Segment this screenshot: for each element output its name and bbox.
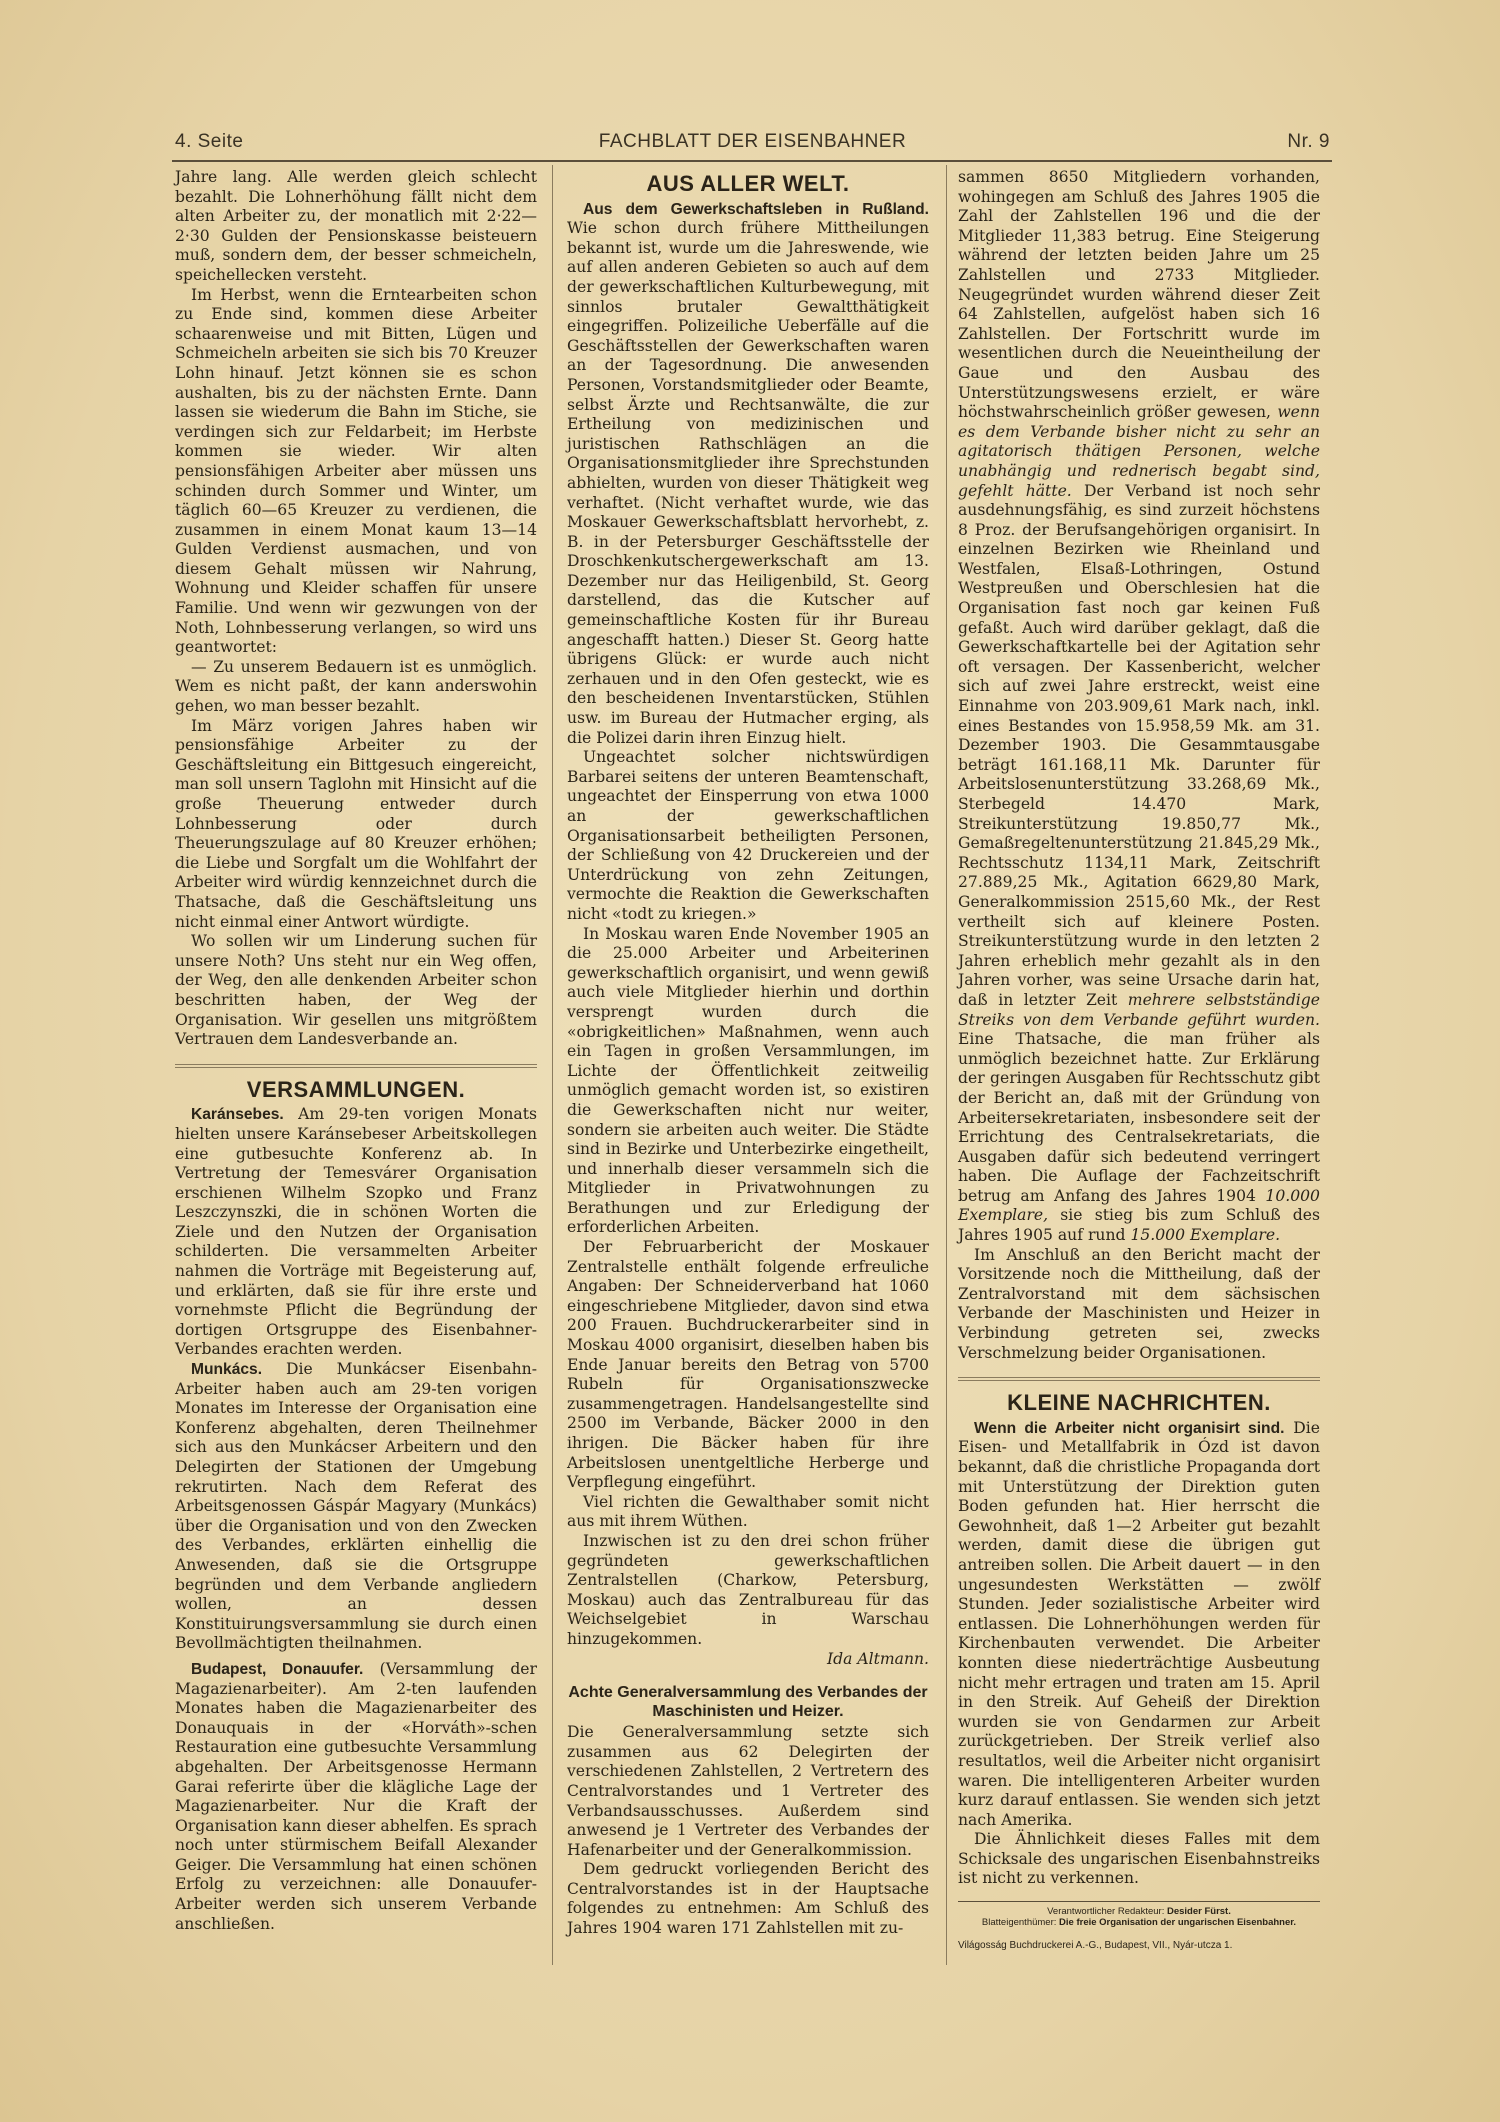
paragraph: Im März vorigen Jahres haben wir pensionsfähige Arbeiter zu der Geschäftsleitung ein Bittgesuch eingereicht, man soll unsern Taglohn mit Hinsicht auf die große Theuerung entweder durch Lohnbesserung oder durch Theuerungszulage auf 80 Kreuzer erhöhen; die Liebe und Sorgfalt um die Wohlfahrt der Arbeiter wird würdig kennzeichnet durch die Thatsache, daß die Geschäftsleitung uns nicht einmal einer Antwort würdigte. [175,716,537,931]
editor-line [958,1906,1320,1917]
editor-name: Desider Fürst. [1166,1906,1231,1918]
paragraph: Der Februarbericht der Moskauer Zentralstelle enthält folgende erfreuliche Angaben: Der Schneiderverband hat 1060 eingeschriebene Mitglieder, davon sind etwa 200 Frauen. Buchdruckerarbeiter sind in Moskau 4000 organisirt, dieselben haben bis Ende Januar bereits den Betrag von 5700 Rubeln für Organisationszwecke zusammengetragen. Handelsangestellte sind 2500 im Verbande, Bäcker 2000 in den ihrigen. Die Bäcker haben für ihre Arbeitslosen unentgeltliche Herberge und Verpflegung eingeführt. [567,1238,929,1492]
column-2 [567,168,929,1939]
section-separator [175,1064,537,1068]
text-run: sie stieg bis zum Schluß des Jahres 1905 auf rund [958,1206,1320,1245]
paragraph: Jahre lang. Alle werden gleich schlecht bezahlt. Die Lohnerhöhung fällt nicht dem alten Arbeiter zu, der monatlich mit 2·22—2·30 Gulden der Pensionskasse beisteuern muß, sondern dem, der besser schmeicheln, speichellecken versteht. [175,168,537,284]
paragraph [958,168,1320,1246]
section-heading: VERSAMMLUNGEN. [246,1076,466,1102]
news-item [958,1419,1320,1830]
issue-number: Nr. 9 [1287,131,1330,152]
news-item [175,1360,537,1654]
text-run: Der Verband ist noch sehr ausdehnungsfähig, es sind zurzeit höchstens 8 Proz. der Berufsangehörigen organisirt. In einzelnen Bezirken wie Rheinland und Westfalen, Elsaß-Lothringen, Ostund Westpreußen und Oberschlesien hat die Organisation fast noch gar keinen Fuß gefaßt. Auch wird darüber geklagt, daß die Gewerkschaftkartelle bei der Agitation sehr oft versagen. Der Kassenbericht, welcher sich auf zwei Jahre erstreckt, weist eine Einnahme von 203.909,61 Mark nach, inkl. eines Bestandes von 15.958,59 Mk. am 31. Dezember 1903. Die Gesammtausgabe beträgt 161.168,11 Mk. Darunter für Arbeitslosenunterstützung 33.268,69 Mk., Sterbegeld 14.470 Mark, Streikunterstützung 19.850,77 Mk., Gemaßregeltenunterstützung 21.845,29 Mk., Rechtsschutz 1134,11 Mark, Zeitschrift 27.889,25 Mk., Agitation 6629,80 Mark, Generalkommission 2515,60 Mk., der Rest vertheilt sich auf kleinere Posten. Streikunterstützung wurde in den letzten 2 Jahren erheblich mehr gezahlt als in den Jahren vorher, was seine Ursache darin hat, daß in letzter Zeit [958,481,1320,1009]
news-text: Am 29-ten vorigen Monats hielten unsere Karánsebeser Arbeitskollegen eine gutbesuchte Konferenz ab. In Vertretung der Temesvárer Organisation erschienen Wilhelm Szopko und Franz Leszczynszki, die in schönen Worten die Ziele und den Nutzen der Organisation schilderten. Die versammelten Arbeiter nahmen die Vorträge mit Begeisterung auf, und erklärten, daß sie für ihre erste und vornehmste Pflicht die Begründung der dortigen Ortsgruppe des Eisenbahner-Verbandes erachten werden. [175,1105,537,1359]
newspaper-title: FACHBLATT DER EISENBAHNER [598,131,907,152]
article-subheading: Achte Generalversammlung des Verbandes der Maschinisten und Heizer. [568,1684,928,1721]
paragraph: Inzwischen ist zu den drei schon früher gegründeten gewerkschaftlichen Zentralstellen (Charkow, Petersburg, Moskau) auch das Zentralbureau für das Weichselgebiet in Warschau hinzugekommen. [567,1531,929,1648]
paragraph: Die Ähnlichkeit dieses Falles mit dem Schicksale des ungarischen Eisenbahnstreiks ist nicht zu verkennen. [958,1830,1320,1888]
italic-text: 10.000 Exemplare, [958,1186,1320,1225]
paragraph: Ungeachtet solcher nichtswürdigen Barbarei seitens der unteren Beamtenschaft, ungeachtet der Einsperrung von etwa 1000 an der gewerkschaftlichen Organisationsarbeit betheiligten Personen, der Schließung von 42 Druckereien und der Unterdrückung von zehn Zeitungen, vermochte die Reaktion die Gewerkschaften nicht «todt zu kriegen.» [567,748,929,923]
news-item [567,200,929,749]
column-1 [175,168,537,1934]
news-lead: Aus dem Gewerkschaftsleben in Rußland. [583,200,929,218]
text-run: sammen 8650 Mitgliedern vorhanden, wohingegen am Schluß des Jahres 1905 die Zahl der Zahlstellen 196 und die der Mitglieder 11,383 betrug. Eine Steigerung während der letzten beiden Jahre um 25 Zahlstellen und 2733 Mitglieder. Neugegründet wurden während dieser Zeit 64 Zahlstellen, aufgelöst haben sich 16 Zahlstellen. Der Fortschritt wurde im wesentlichen durch die Neueintheilung der Gaue und den Ausbau des Unterstützungswesens erzielt, er wäre höchstwahrscheinlich größer gewesen, [958,168,1320,422]
news-text: (Versammlung der Magazienarbeiter). Am 2-ten laufenden Monates haben die Magazienarbeiter des Donauquais in der «Horváth»-schen Restauration eine gutbesuchte Versammlung abgehalten. Der Arbeitsgenosse Hermann Garai referirte über die klägliche Lage der Magazienarbeiter. Nur die Kraft der Organisation kann dieser abhelfen. Es sprach noch unter stürmischem Beifall Alexander Geiger. Die Versammlung hat einen schönen Erfolg zu verzeichnen: alle Donauufer-Arbeiter werden sich unserem Verbande anschließen. [175,1659,537,1933]
publisher-line [958,1917,1320,1928]
news-text: Die Munkácser Eisenbahn-Arbeiter haben auch am 29-ten vorigen Monates im Interesse der Organisation eine Konferenz abgehalten, deren Theilnehmer sich aus den Munkácser Arbeitern und den Delegirten der Stationen der Umgebung rekrutirten. Nach dem Referat des Arbeitsgenossen Gáspár Magyary (Munkács) über die Organisation und von den Zwecken des Verbandes, erklärten einhellig die Anwesenden, daß sie die Ortsgruppe begründen und dem Verbande angliedern wollen, an dessen Konstituirungsversammlung sie durch einen Bevollmächtigten theilnahmen. [175,1360,537,1653]
italic-text: 15.000 Exemplare. [1130,1226,1281,1245]
column-divider [552,165,553,1965]
news-item [175,1105,537,1360]
page-number: 4. Seite [175,131,244,152]
column-3 [958,168,1320,1956]
printer-line: Világosság Buchdruckerei A.-G., Budapest, VII., Nyár-utcza 1. [958,1940,1233,1952]
imprint-label: Verantwortlicher Redakteur: [1047,1906,1165,1918]
paragraph: — Zu unserem Bedauern ist es unmöglich. Wem es nicht paßt, der kann anderswohin gehen, wo man besser bezahlt. [175,657,537,716]
section-separator [958,1377,1320,1381]
paragraph: Wo sollen wir um Linderung suchen für unsere Noth? Uns steht nur ein Weg offen, der Weg, den alle denkenden Arbeiter schon beschritten haben, der Weg der Organisation. Wir gesellen uns mitgrößtem Vertrauen dem Landesverbande an. [175,932,537,1049]
imprint [958,1901,1320,1928]
italic-text: mehrere selbstständige Streiks von dem Verbande geführt wurden. [958,990,1321,1029]
page-header [175,131,1330,161]
news-text: Wie schon durch frühere Mittheilungen bekannt ist, wurde um die Jahreswende, wie auf allen anderen Gebieten so auch auf dem der gewerkschaftlichen Kulturbewegung, mit sinnlos brutaler Gewaltthätigkeit eingegriffen. Polizeiliche Ueberfälle auf die Geschäftsstellen der Gewerkschaften waren an der Tagesordnung. Die anwesenden Personen, Vorstandsmitglieder oder Beamte, selbst Ärzte und Rechtsanwälte, die zur Ertheilung von medizinischen und juristischen Rathschlägen an die Organisationsmitglieder ihre Sprechstunden abhielten, wurden von dieser Thätigkeit weg verhaftet. (Nicht verhaftet wurde, wie das Moskauer Gewerkschaftsblatt hervorhebt, z. B. in der Petersburger Geschäftsstelle der Droschkenkutschergewerkschaft am 13. Dezember nur das Heiligenbild, St. Georg darstellend, das die Kutscher auf gemeinschaftliche Kosten für ihr Bureau angeschafft hatten.) Dieser St. Georg hatte übrigens Glück: er wurde auch nicht zerhauen und in den Ofen gesteckt, wie es den bescheidenen Inventarstücken, Stühlen usw. im Bureau der Hutmacher erging, als die Polizei darin ihren Einzug hielt. [567,219,929,747]
news-lead: Karánsebes. [191,1106,284,1124]
publisher-name: Die freie Organisation der ungarischen Eisenbahner. [1059,1917,1297,1929]
paragraph: Im Herbst, wenn die Erntearbeiten schon zu Ende sind, kommen diese Arbeiter schaarenweise und mit Bitten, Lügen und Schmeicheln arbeiten sie sich bis 70 Kreuzer Lohn hinauf. Jetzt können sie es schon aushalten, bis zu der nächsten Ernte. Dann lassen sie wiederum die Bahn im Stiche, sie verdingen sich zur Feldarbeit; im Herbste kommen sie wieder. Wir alten pensionsfähigen Arbeiter aber müssen uns schinden durch Sommer und Winter, um täglich 60—65 Kreuzer zu verdienen, die zusammen in einem Monat kaum 13—14 Gulden Verdienst ausmachen, und von diesem Gehalt müssen wir Nahrung, Wohnung und Kleider schaffen für unsere Familie. Und wenn wir gezwungen von der Noth, Lohnbesserung verlangen, so wird uns geantwortet: [175,285,537,657]
paragraph: Im Anschluß an den Bericht macht der Vorsitzende noch die Mittheilung, daß der Zentralvorstand mit dem sächsischen Verbande der Maschinisten und Heizer in Verbindung getreten sei, zwecks Verschmelzung beider Organisationen. [958,1245,1320,1362]
paragraph: In Moskau waren Ende November 1905 an die 25.000 Arbeiter und Arbeiterinen gewerkschaftlich organisirt, und wenn gewiß auch viele Mitglieder hierhin und dorthin versprengt wurden durch die «obrigkeitlichen» Maßnahmen, wenn auch ein Tagen in großen Versammlungen, im Lichte der Öffentlichkeit zeitweilig unmöglich gemacht worden ist, so existiren die Gewerkschaften nicht nur weiter, sondern sie arbeiten auch weiter. Die Städte sind in Bezirke und Unterbezirke eingetheilt, und innerhalb dieser versammeln sich die Mitglieder in Privatwohnungen zu Berathungen und zur Erledigung der erforderlichen Arbeiten. [567,924,929,1237]
news-lead: Munkács. [191,1361,263,1379]
news-item [175,1660,537,1934]
imprint-label: Blatteigenthümer: [981,1917,1057,1929]
paragraph: Die Generalversammlung setzte sich zusammen aus 62 Delegirten der verschiedenen Zahlstellen, 2 Vertretern des Centralvorstandes und 1 Vertreter des Verbandsausschusses. Außerdem sind anwesend je 1 Vertreter des Verbandes der Hafenarbeiter und der Generalkommission. [567,1723,929,1859]
author-signature: Ida Altmann. [826,1649,929,1668]
news-lead: Wenn die Arbeiter nicht organisirt sind. [974,1419,1285,1437]
section-heading: AUS ALLER WELT. [646,171,850,196]
section-heading: KLEINE NACHRICHTEN. [1007,1390,1271,1416]
news-text: Die Eisen- und Metallfabrik in Ózd ist davon bekannt, daß die christliche Propaganda dort mit Unterstützung der Direktion guten Boden gefunden hat. Hier herrscht die Gewohnheit, daß 1—2 Arbeiter gut bezahlt werden, damit diese die übrigen gut antreiben sollen. Die Arbeit dauert — in den ungesundesten Werkstätten — zwölf Stunden. Jeder sozialistische Arbeiter wird entlassen. Die Lohnerhöhungen werden für Kirchenbauten verwendet. Die Arbeiter konnten diese niederträchtige Ausbeutung nicht mehr ertragen und traten am 15. April in den Streik. Auf Geheiß der Direktion wurden sie von Gendarmen zur Arbeit zurückgetrieben. Der Streik verlief also resultatlos, weil die Arbeiter nicht organisirt waren. Die intelligenteren Arbeiter wurden kurz darauf entlassen. Sie wenden sich jetzt nach Amerika. [958,1418,1320,1829]
header-rule [172,160,1332,162]
italic-text: wenn es dem Verbande bisher nicht zu sehr an agitatorisch thätigen Personen, welche unabhängig und rednerisch begabt sind, gefehlt hätte. [958,403,1320,500]
column-divider [946,165,947,1965]
paragraph: Viel richten die Gewalthaber somit nicht aus mit ihrem Wüthen. [567,1492,929,1531]
news-lead: Budapest, Donauufer. [191,1660,364,1678]
paragraph: Dem gedruckt vorliegenden Bericht des Centralvorstandes ist in der Hauptsache folgendes zu entnehmen: Am Schluß des Jahres 1904 waren 171 Zahlstellen mit zu- [567,1860,929,1938]
text-run: Eine Thatsache, die man früher als unmöglich bezeichnet hatte. Zur Erklärung der geringen Ausgaben für Rechtsschutz gibt der Bericht an, daß mit der Gründung von Arbeitersekretariaten, insbesondere seit der Errichtung des Centralsekretariats, die Ausgaben dafür sich bedeutend verringert haben. Die Auflage der Fachzeitschrift betrug am Anfang des Jahres 1904 [958,1030,1320,1205]
